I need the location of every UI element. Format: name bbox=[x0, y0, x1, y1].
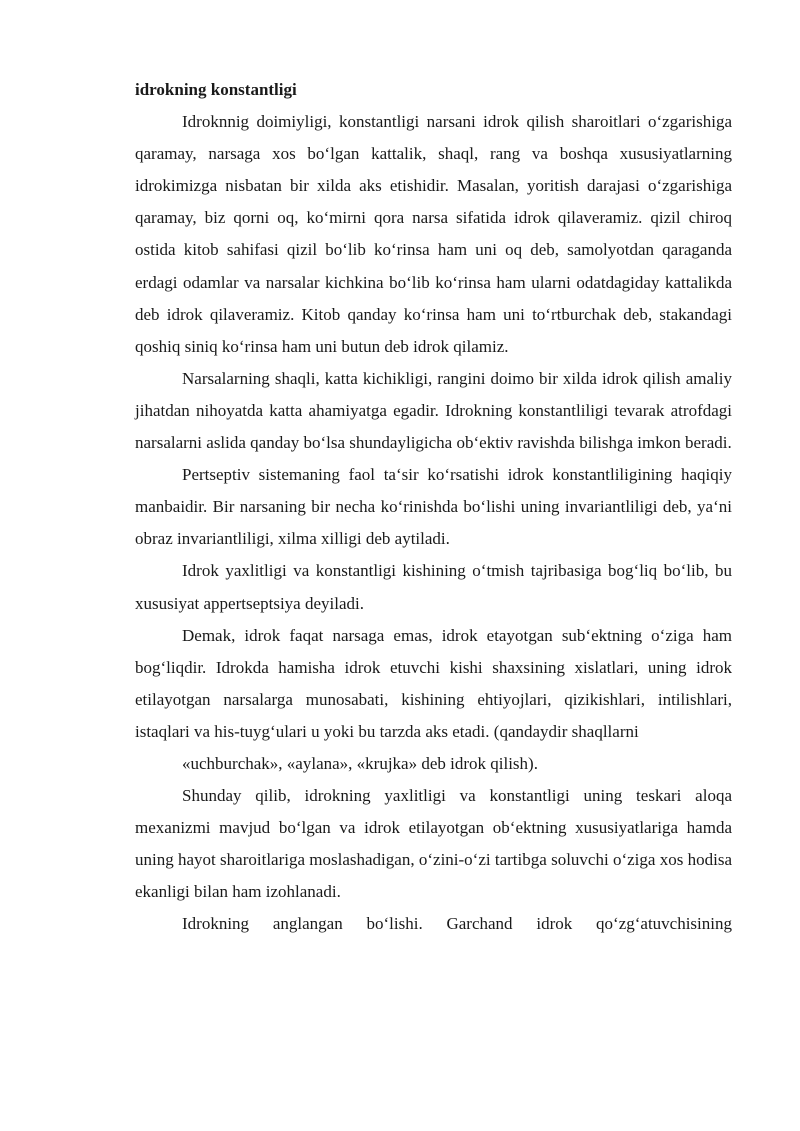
paragraph-importance: Narsalarning shaqli, katta kichikligi, rangini doimo bir xilda idrok qilish amaliy jihatdan nihoyatda katta ahamiyatga egadir. Idrokning konstantliligi tevarak atrofdagi narsalarni aslida qanday bo‘lsa shundayligicha ob‘ektiv ravishda bilishga imkon beradi. bbox=[135, 368, 732, 453]
paragraph-awareness: Idrokning anglangan bo‘lishi. Garchand idrok qo‘zg‘atuvchisining bbox=[182, 914, 732, 934]
paragraph-conclusion: Shunday qilib, idrokning yaxlitligi va konstantligi uning teskari aloqa mexanizmi mavjud bo‘lgan va idrok etilayotgan ob‘ektning xususiyatlariga hamda uning hayot sharoitlariga moslashadigan, o‘zini-o‘zi tartibga soluvchi o‘ziga xos hodisa ekanligi bilan ham izohlanadi. bbox=[135, 786, 732, 902]
paragraph-perceptive-system: Pertseptiv sistemaning faol ta‘sir ko‘rsatishi idrok konstantliligining haqiqiy manbaidir. Bir narsaning bir necha ko‘rinishda bo‘lishi uning invariantliligi deb, ya‘ni obraz invariantliligi, xilma xilligi deb aytiladi. bbox=[135, 465, 732, 549]
document-body bbox=[135, 74, 732, 941]
section-heading: idrokning konstantligi bbox=[135, 80, 297, 99]
paragraph-subject: Demak, idrok faqat narsaga emas, idrok etayotgan sub‘ektning o‘ziga ham bog‘liqdir. Idrokda hamisha idrok etuvchi kishi shaxsining xislatlari, uning idrok etilayotgan narsalarga munosabati, kishining ehtiyojlari, qizikishlari, intilishlari, istaqlari va his-tuyg‘ulari u yoki bu tarzda aks etadi. (qandaydir shaqllarni bbox=[135, 625, 732, 741]
paragraph-apperception: Idrok yaxlitligi va konstantligi kishining o‘tmish tajribasiga bog‘liq bo‘lib, bu xususiyat appertseptsiya deyiladi. bbox=[135, 561, 732, 613]
paragraph-examples: «uchburchak», «aylana», «krujka» deb idrok qilish). bbox=[182, 753, 538, 773]
paragraph-definition: Idroknnig doimiyligi, konstantligi narsani idrok qilish sharoitlari o‘zgarishiga qaramay, narsaga xos bo‘lgan kattalik, shaql, rang va boshqa xususiyatlarning idrokimizga nisbatan bir xilda aks etishidir. Masalan, yoritish darajasi o‘zgarishiga qaramay, biz qorni oq, ko‘mirni qora narsa sifatida idrok qilaveramiz. qizil chiroq ostida kitob sahifasi qizil bo‘lib ko‘rinsa ham uni oq deb, samolyotdan qaraganda erdagi odamlar va narsalar kichkina bo‘lib ko‘rinsa ham ularni odatdagiday kattalikda deb idrok qilaveramiz. Kitob qanday ko‘rinsa ham uni to‘rtburchak deb, stakandagi qoshiq siniq ko‘rinsa ham uni butun deb idrok qilamiz. bbox=[135, 112, 732, 356]
